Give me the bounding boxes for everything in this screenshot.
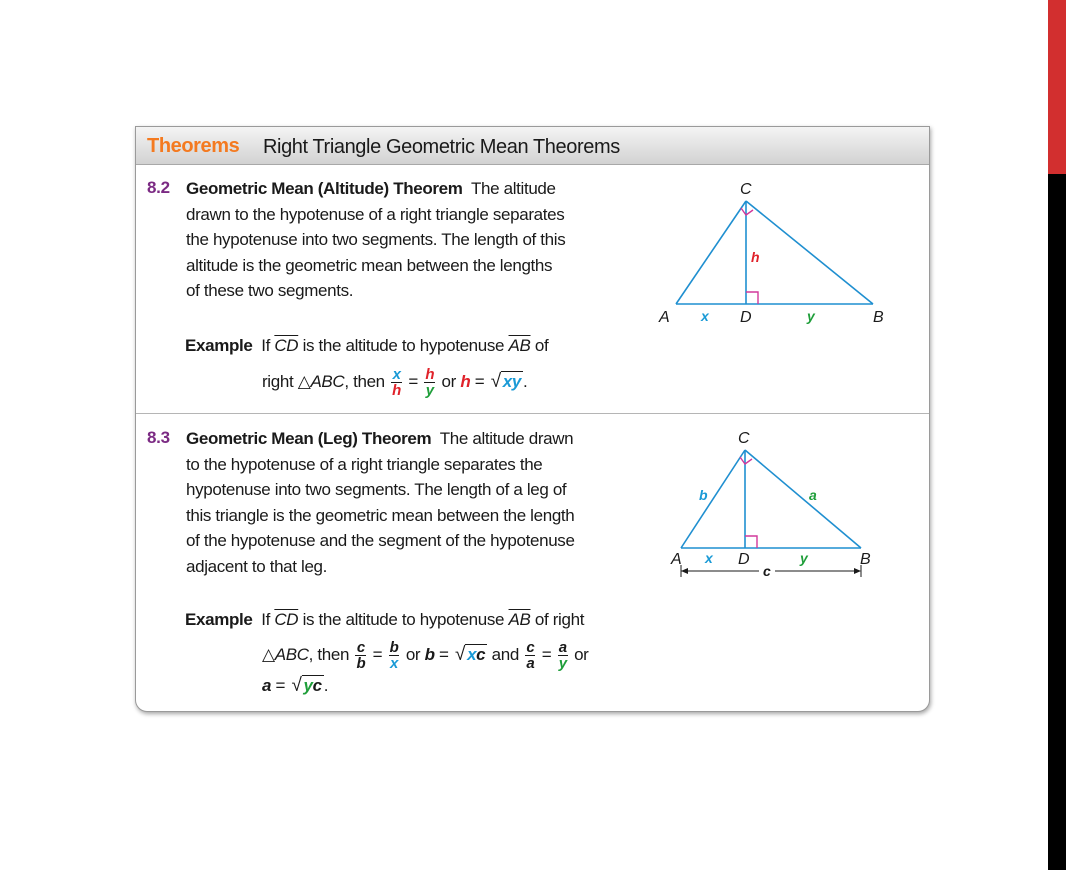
- sqrt-symbol: √: [454, 643, 466, 665]
- theorem-8-3-example-line2: [262, 640, 588, 671]
- example-word: right: [262, 371, 294, 391]
- radicand-yc: yc: [303, 676, 322, 695]
- triangle-abc: ABC: [274, 644, 309, 664]
- theorem-8-2-example-line2: [262, 367, 527, 398]
- label-b: B: [873, 309, 884, 326]
- label-d: D: [740, 309, 752, 326]
- label-y: y: [800, 550, 808, 566]
- example-word: is the altitude to hypotenuse: [302, 610, 505, 629]
- radicand-xy: xy: [502, 371, 521, 391]
- label-leg-b: b: [699, 487, 708, 503]
- theorem-8-2-text: [186, 176, 601, 304]
- side-bc: [746, 201, 873, 304]
- radicand-xc: xc: [467, 644, 486, 664]
- example-word: of right: [534, 610, 585, 629]
- example-label: Example: [185, 610, 253, 629]
- example-word: is the altitude to hypotenuse: [302, 336, 505, 355]
- label-d: D: [738, 551, 750, 568]
- theorem-8-2-line1: The altitude: [471, 179, 556, 198]
- equals-sign: =: [541, 644, 552, 664]
- example-word: If: [261, 336, 270, 355]
- page-edge-black: [1048, 174, 1066, 870]
- var-b: b: [424, 644, 435, 664]
- example-word: and: [491, 644, 519, 664]
- theorem-8-3-line3: hypotenuse into two segments. The length of a leg of: [186, 480, 567, 500]
- page-edge-red: [1048, 0, 1066, 174]
- theorem-8-3-name: Geometric Mean (Leg) Theorem: [186, 429, 432, 448]
- section-divider: [136, 413, 929, 414]
- label-a: A: [671, 551, 682, 568]
- label-y: y: [807, 308, 815, 324]
- segment-ab: $\overline{AB}$: [508, 336, 531, 355]
- right-angle-d: [745, 536, 757, 548]
- theorem-8-3-text: [186, 426, 611, 580]
- equals-sign: =: [439, 644, 449, 664]
- arrow-right: [854, 568, 861, 574]
- theorem-8-3-line6: adjacent to that leg.: [186, 556, 328, 576]
- header-tag: Theorems: [147, 135, 240, 157]
- equals-sign: =: [408, 371, 418, 391]
- side-bc: [745, 450, 861, 548]
- triangle-symbol: △: [262, 644, 275, 664]
- fraction-c-over-b: $\frac{c}{b}$: [356, 639, 366, 672]
- theorem-8-2-line5: of these two segments.: [186, 281, 354, 301]
- theorem-8-3-line4: this triangle is the geometric mean between the length: [186, 505, 575, 525]
- theorem-8-2-line2: drawn to the hypotenuse of a right triangle separates: [186, 204, 565, 224]
- example-word: or: [574, 644, 589, 664]
- theorems-box: [135, 126, 930, 712]
- var-h: h: [460, 371, 471, 391]
- label-leg-a: a: [809, 487, 817, 503]
- example-label: Example: [185, 336, 253, 355]
- triangle-symbol: △: [297, 371, 311, 391]
- example-word: , then: [344, 371, 385, 391]
- arrow-left: [681, 568, 688, 574]
- label-x: x: [705, 550, 713, 566]
- side-ac: [676, 201, 746, 304]
- example-word: or: [405, 644, 421, 664]
- fraction-x-over-h: $\frac{x}{h}$: [392, 366, 401, 399]
- period: .: [323, 676, 329, 695]
- label-hyp-c: c: [763, 563, 771, 579]
- right-angle-c: [740, 457, 752, 464]
- fraction-a-over-y: $\frac{a}{y}$: [558, 639, 567, 672]
- label-h: h: [751, 249, 760, 265]
- segment-ab: $\overline{AB}$: [508, 610, 531, 629]
- fraction-c-over-a: $\frac{c}{a}$: [526, 639, 535, 672]
- theorem-8-3-example-line1: [185, 610, 584, 630]
- theorem-8-2-line3: the hypotenuse into two segments. The length of this: [186, 230, 566, 250]
- box-header: [136, 127, 929, 165]
- theorem-8-2-line4: altitude is the geometric mean between the lengths: [186, 255, 553, 275]
- equals-sign: =: [372, 644, 383, 664]
- label-c: C: [740, 181, 752, 198]
- sqrt-symbol: √: [291, 675, 302, 696]
- theorem-8-3-line2: to the hypotenuse of a right triangle separates the: [186, 454, 543, 474]
- example-word: or: [441, 371, 456, 391]
- label-c: C: [738, 430, 750, 447]
- theorem-8-3-number: 8.3: [147, 428, 170, 447]
- right-angle-d: [746, 292, 758, 304]
- theorem-8-3-line5: of the hypotenuse and the segment of the hypotenuse: [186, 531, 575, 551]
- example-word: If: [261, 610, 270, 629]
- theorem-8-2-name: Geometric Mean (Altitude) Theorem: [186, 179, 463, 198]
- figure-altitude-triangle: [651, 174, 901, 334]
- fraction-h-over-y: $\frac{h}{y}$: [425, 366, 435, 399]
- period: .: [522, 371, 528, 391]
- example-word: of: [534, 336, 549, 355]
- example-word: , then: [308, 644, 350, 664]
- label-a: A: [659, 309, 670, 326]
- theorem-8-2-number: 8.2: [147, 178, 170, 197]
- figure-leg-triangle: [661, 423, 901, 588]
- var-a: a: [262, 676, 272, 695]
- label-x: x: [701, 308, 709, 324]
- segment-cd: $\overline{CD}$: [274, 336, 299, 355]
- fraction-b-over-x: $\frac{b}{x}$: [389, 639, 399, 672]
- side-ac: [681, 450, 745, 548]
- header-title: Right Triangle Geometric Mean Theorems: [263, 136, 620, 158]
- sqrt-symbol: √: [490, 370, 501, 392]
- theorem-8-2-example-line1: [185, 336, 548, 356]
- right-angle-c: [741, 208, 753, 215]
- theorem-8-3-line1: The altitude drawn: [439, 429, 574, 448]
- triangle-abc: ABC: [310, 371, 345, 391]
- label-b: B: [860, 551, 871, 568]
- segment-cd: $\overline{CD}$: [274, 610, 299, 629]
- theorem-8-3-example-line3: [262, 675, 328, 697]
- equals-sign: =: [474, 371, 485, 391]
- equals-sign: =: [275, 676, 286, 695]
